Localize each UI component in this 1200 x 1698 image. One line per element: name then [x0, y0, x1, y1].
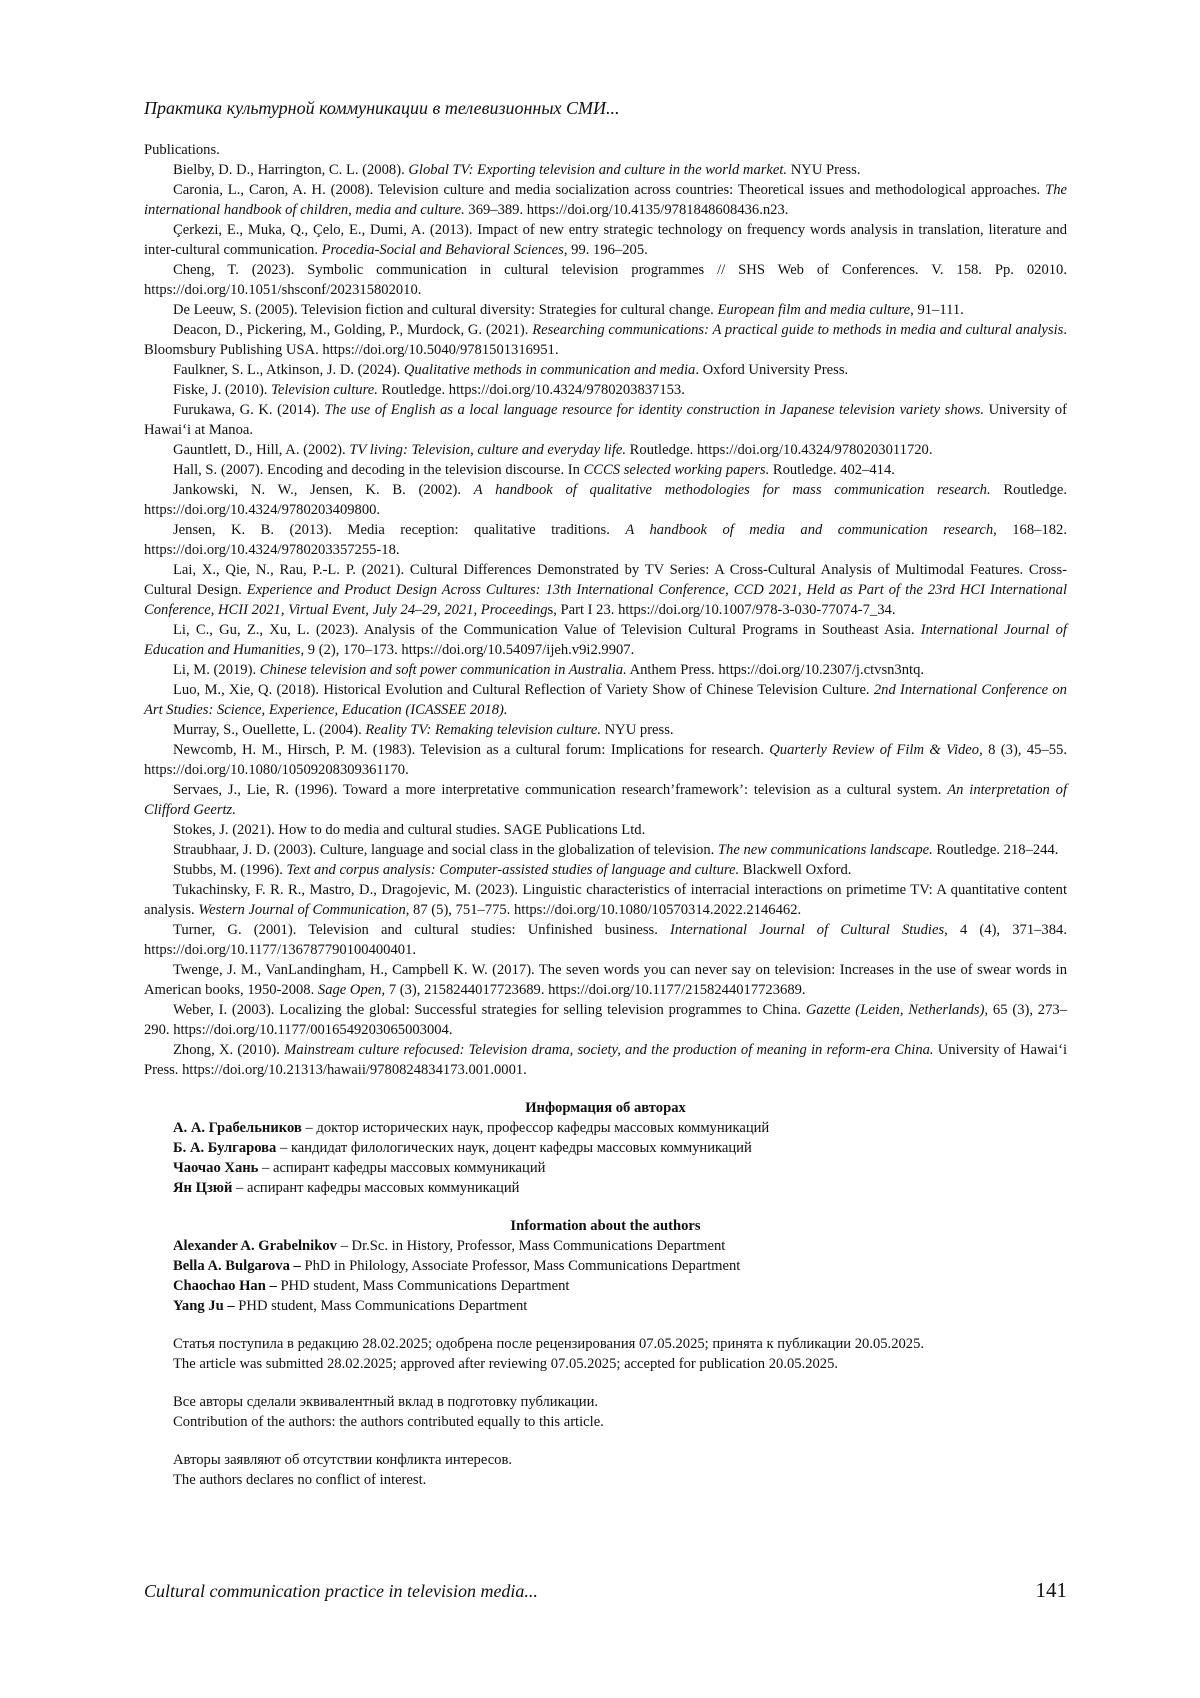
reference-item: Stubbs, M. (1996). Text and corpus analysis: Computer-assisted studies of language and culture. Blackwell Oxford.: [173, 862, 852, 878]
conflict-en: The authors declares no conflict of interest.: [173, 1472, 427, 1488]
reference-item: Murray, S., Ouellette, L. (2004). Reality TV: Remaking television culture. NYU press.: [173, 722, 674, 738]
reference-item: Jensen, K. B. (2013). Media reception: qualitative traditions. A handbook of media and communication research, 168–182. https://doi.org/10.4324/9780203357255-18.: [144, 522, 1067, 558]
author-name: Chaochao Han –: [173, 1278, 277, 1294]
reference-list: [144, 140, 1067, 1080]
author-name: Ян Цзюй: [173, 1180, 233, 1196]
author-name: Чаочао Хань: [173, 1160, 259, 1176]
dates-en: The article was submitted 28.02.2025; approved after reviewing 07.05.2025; accepted for publication 20.05.2025.: [173, 1356, 839, 1372]
reference-item: Cheng, T. (2023). Symbolic communication in cultural television programmes // SHS Web of Conferences. V. 158. Pp. 02010. https://doi.org/10.1051/shsconf/202315802010.: [144, 262, 1067, 298]
page-number: 141: [1035, 1578, 1067, 1602]
reference-item: Servaes, J., Lie, R. (1996). Toward a more interpretative communication research’framework’: television as a cultural system. An interpretation of Clifford Geertz.: [144, 782, 1067, 818]
reference-item: Publications.: [144, 142, 220, 158]
reference-item: Hall, S. (2007). Encoding and decoding in the television discourse. In CCCS selected working papers. Routledge. 402–414.: [173, 462, 895, 478]
submission-dates: [144, 1334, 1067, 1374]
author-description: PhD in Philology, Associate Professor, Mass Communications Department: [300, 1258, 741, 1274]
reference-item: Turner, G. (2001). Television and cultural studies: Unfinished business. International Journal of Cultural Studies, 4 (4), 371–384. https://doi.org/10.1177/136787790100400401.: [144, 922, 1067, 958]
footer-title: Cultural communication practice in television media...: [144, 1581, 538, 1601]
contribution-en: Contribution of the authors: the authors contributed equally to this article.: [173, 1414, 604, 1430]
reference-item: Tukachinsky, F. R. R., Mastro, D., Dragojevic, M. (2023). Linguistic characteristics of interracial interactions on primetime TV: A quantitative content analysis. Western Journal of Communication, 87 (5), 751–775. https://doi.org/10.1080/10570314.2022.2146462.: [144, 882, 1067, 918]
running-head: Практика культурной коммуникации в телевизионных СМИ...: [144, 98, 620, 118]
author-description: – аспирант кафедры массовых коммуникаций: [258, 1160, 546, 1176]
ru-author-line: [144, 1158, 1067, 1178]
reference-item: Li, M. (2019). Chinese television and soft power communication in Australia. Anthem Press. https://doi.org/10.2307/j.ctvsn3ntq.: [173, 662, 925, 678]
author-description: – Dr.Sc. in History, Professor, Mass Communications Department: [336, 1238, 726, 1254]
reference-item: Weber, I. (2003). Localizing the global: Successful strategies for selling television programmes to China. Gazette (Leiden, Netherlands), 65 (3), 273–290. https://doi.org/10.1177/0016549203065003004.: [144, 1002, 1067, 1038]
author-description: – доктор исторических наук, профессор кафедры массовых коммуникаций: [301, 1120, 770, 1136]
reference-item: Gauntlett, D., Hill, A. (2002). TV living: Television, culture and everyday life. Routledge. https://doi.org/10.4324/9780203011720.: [173, 442, 933, 458]
reference-item: Faulkner, S. L., Atkinson, J. D. (2024). Qualitative methods in communication and media. Oxford University Press.: [173, 362, 849, 378]
contribution-ru: Все авторы сделали эквивалентный вклад в подготовку публикации.: [173, 1394, 599, 1410]
authors-info-ru-title: Информация об авторах: [525, 1100, 686, 1116]
reference-item: Bielby, D. D., Harrington, C. L. (2008). Global TV: Exporting television and culture in the world market. NYU Press.: [173, 162, 861, 178]
conflict-statement: [144, 1450, 1067, 1490]
author-description: – кандидат филологических наук, доцент кафедры массовых коммуникаций: [276, 1140, 752, 1156]
authors-ru-list: [144, 1118, 1067, 1198]
reference-item: Twenge, J. M., VanLandingham, H., Campbell K. W. (2017). The seven words you can never say on television: Increases in the use of swear words in American books, 1950-2008. Sage Open, 7 (3), 2158244017723689. https://doi.org/10.1177/2158244017723689.: [144, 962, 1067, 998]
reference-item: De Leeuw, S. (2005). Television fiction and cultural diversity: Strategies for cultural change. European film and media culture, 91–111.: [173, 302, 964, 318]
ru-author-line: [144, 1178, 1067, 1198]
author-name: Yang Ju –: [173, 1298, 235, 1314]
author-name: Bella A. Bulgarova –: [173, 1258, 301, 1274]
reference-item: Lai, X., Qie, N., Rau, P.-L. P. (2021). Cultural Differences Demonstrated by TV Series: A Cross-Cultural Analysis of Multimodal Features. Cross-Cultural Design. Experience and Product Design Across Cultures: 13th International Conference, CCD 2021, Held as Part of the 23rd HCI International Conference, HCII 2021, Virtual Event, July 24–29, 2021, Proceedings, Part I 23. https://doi.org/10.1007/978-3-030-77074-7_34.: [144, 562, 1067, 618]
en-author-line: [144, 1276, 1067, 1296]
authors-en-list: [144, 1236, 1067, 1316]
reference-item: Zhong, X. (2010). Mainstream culture refocused: Television drama, society, and the production of meaning in reform-era China. University of Hawai‘i Press. https://doi.org/10.21313/hawaii/9780824834173.001.0001.: [144, 1042, 1067, 1078]
author-name: А. А. Грабельников: [173, 1120, 302, 1136]
en-author-line: [144, 1296, 1067, 1316]
author-description: – аспирант кафедры массовых коммуникаций: [232, 1180, 520, 1196]
ru-author-line: [144, 1118, 1067, 1138]
en-author-line: [144, 1256, 1067, 1276]
reference-item: Stokes, J. (2021). How to do media and cultural studies. SAGE Publications Ltd.: [173, 822, 646, 838]
reference-item: Luo, M., Xie, Q. (2018). Historical Evolution and Cultural Reflection of Variety Show of Chinese Television Culture. 2nd International Conference on Art Studies: Science, Experience, Education (ICASSEE 2018).: [144, 682, 1067, 718]
reference-item: Deacon, D., Pickering, M., Golding, P., Murdock, G. (2021). Researching communications: A practical guide to methods in media and cultural analysis. Bloomsbury Publishing USA. https://doi.org/10.5040/9781501316951.: [144, 322, 1067, 358]
reference-item: Newcomb, H. M., Hirsch, P. M. (1983). Television as a cultural forum: Implications for research. Quarterly Review of Film & Video, 8 (3), 45–55. https://doi.org/10.1080/10509208309361170.: [144, 742, 1067, 778]
page-footer: [144, 1580, 1067, 1601]
author-name: Б. А. Булгарова: [173, 1140, 277, 1156]
dates-ru: Статья поступила в редакцию 28.02.2025; одобрена после рецензирования 07.05.2025; принята к публикации 20.05.2025.: [173, 1336, 925, 1352]
author-description: PHD student, Mass Communications Department: [276, 1278, 570, 1294]
authors-info-en-title: Information about the authors: [510, 1218, 701, 1234]
reference-item: Li, C., Gu, Z., Xu, L. (2023). Analysis of the Communication Value of Television Cultural Programs in Southeast Asia. International Journal of Education and Humanities, 9 (2), 170–173. https://doi.org/10.54097/ijeh.v9i2.9907.: [144, 622, 1067, 658]
reference-item: Fiske, J. (2010). Television culture. Routledge. https://doi.org/10.4324/9780203837153.: [173, 382, 685, 398]
en-author-line: [144, 1236, 1067, 1256]
author-name: Alexander A. Grabelnikov: [173, 1238, 337, 1254]
contribution-statement: [144, 1392, 1067, 1432]
authors-info-ru: [144, 1098, 1067, 1198]
reference-item: Caronia, L., Caron, A. H. (2008). Television culture and media socialization across countries: Theoretical issues and methodological approaches. The international handbook of children, media and culture. 369–389. https://doi.org/10.4135/9781848608436.n23.: [144, 182, 1067, 218]
author-description: PHD student, Mass Communications Department: [234, 1298, 528, 1314]
reference-item: Furukawa, G. K. (2014). The use of English as a local language resource for identity construction in Japanese television variety shows. University of Hawai‘i at Manoa.: [144, 402, 1067, 438]
reference-item: Çerkezi, E., Muka, Q., Çelo, E., Dumi, A. (2013). Impact of new entry strategic technology on frequency words analysis in translation, literature and inter-cultural communication. Procedia-Social and Behavioral Sciences, 99. 196–205.: [144, 222, 1067, 258]
authors-info-en: [144, 1216, 1067, 1316]
ru-author-line: [144, 1138, 1067, 1158]
conflict-ru: Авторы заявляют об отсутствии конфликта интересов.: [173, 1452, 513, 1468]
reference-item: Straubhaar, J. D. (2003). Culture, language and social class in the globalization of television. The new communications landscape. Routledge. 218–244.: [173, 842, 1059, 858]
reference-item: Jankowski, N. W., Jensen, K. B. (2002). A handbook of qualitative methodologies for mass communication research. Routledge. https://doi.org/10.4324/9780203409800.: [144, 482, 1067, 518]
